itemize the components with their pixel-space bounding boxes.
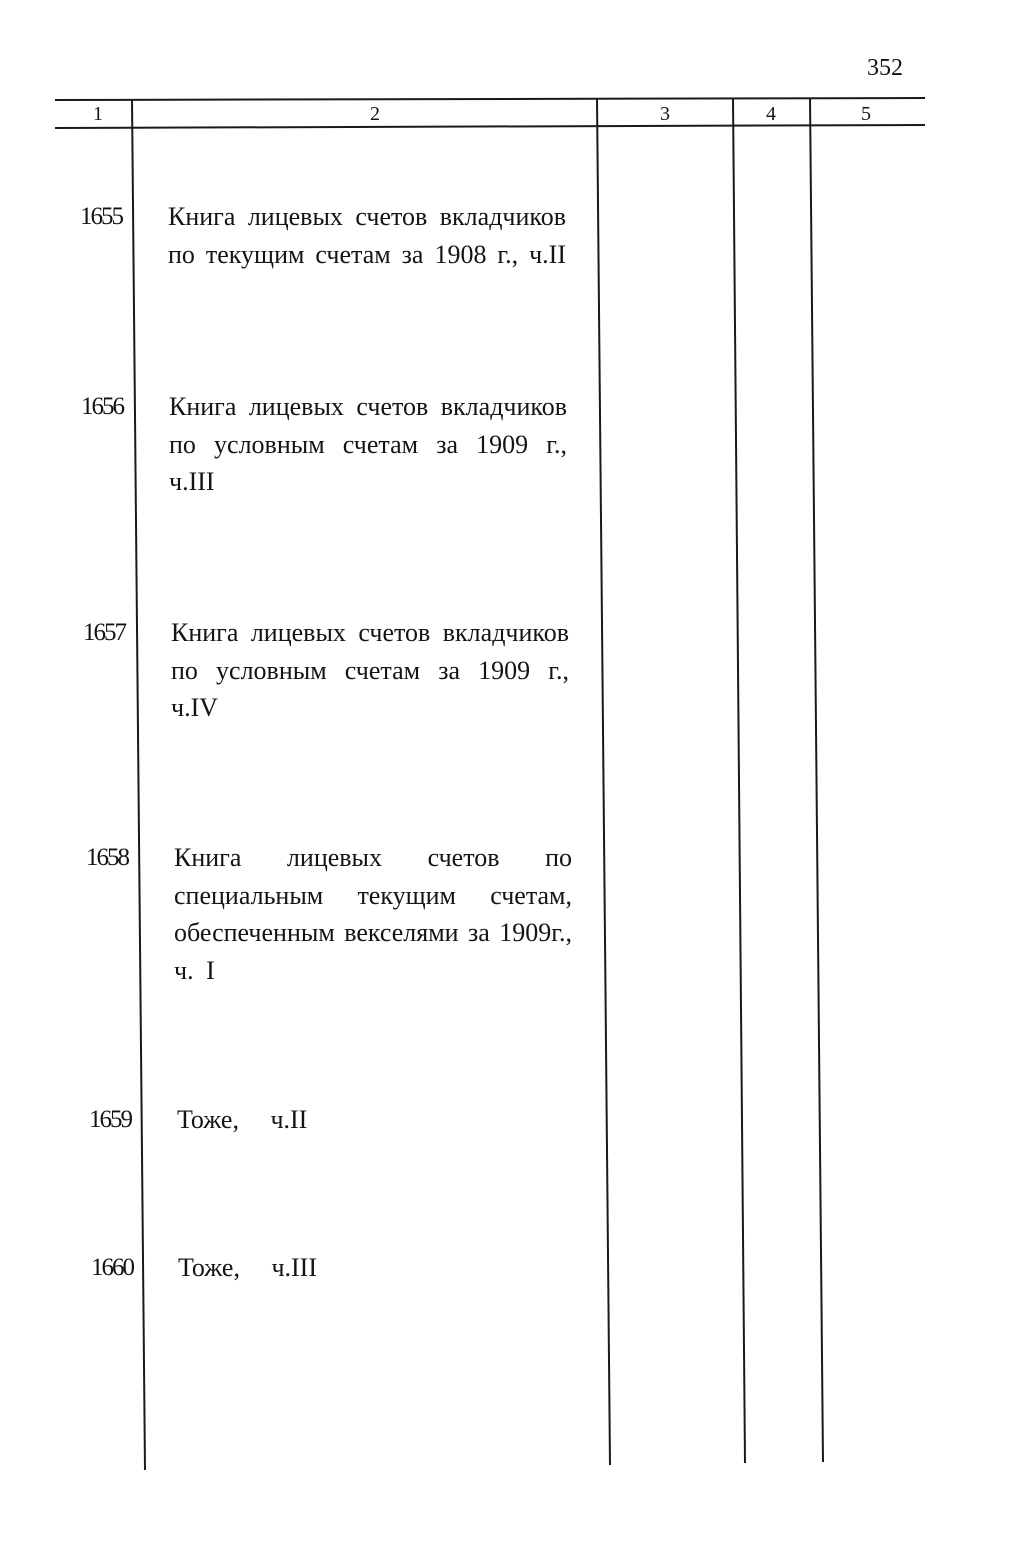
entry-description	[177, 1101, 575, 1139]
entry-description-line: по условным счетам за 1909 г.,	[169, 429, 567, 459]
entry-description-line: Тоже, ч.III	[178, 1253, 317, 1282]
column-rule-3-4	[733, 99, 745, 1463]
entry-description-line: специальным текущим счетам,	[174, 880, 572, 910]
entry-description-line: обеспеченным векселями за 1909г.,	[174, 918, 572, 948]
entry-description-line: ч. I	[174, 956, 215, 986]
entry-description-line: по текущим счетам за 1908 г., ч.II	[168, 239, 566, 269]
header-cell-5: 5	[861, 103, 871, 125]
entry-description	[171, 614, 569, 727]
entry-description	[168, 198, 566, 273]
entry-number: 1655	[80, 203, 122, 230]
entry-number: 1656	[81, 393, 123, 420]
entry-description-line: Книга лицевых счетов по	[174, 843, 572, 872]
entry-number: 1659	[89, 1106, 131, 1133]
entry-description	[178, 1249, 576, 1287]
entry-description-line: Тоже, ч.II	[177, 1105, 308, 1134]
column-rule-4-5	[810, 98, 823, 1462]
header-cell-2: 2	[370, 103, 380, 125]
column-rule-2-3	[597, 99, 610, 1465]
entry-description-line: по условным счетам за 1909 г.,	[171, 655, 569, 685]
entry-description-line: Книга лицевых счетов вкладчиков	[169, 392, 567, 421]
header-cell-4: 4	[766, 103, 776, 125]
entry-description	[169, 388, 567, 501]
entry-description-line: Книга лицевых счетов вкладчиков	[168, 202, 566, 231]
column-rule-1-2	[132, 100, 145, 1470]
entry-number: 1657	[83, 619, 125, 646]
entry-description-line: ч.III	[169, 467, 215, 497]
entry-description	[174, 839, 572, 990]
header-top-rule	[55, 98, 925, 100]
header-bottom-rule	[55, 125, 925, 128]
header-cell-1: 1	[93, 103, 103, 125]
entry-number: 1660	[91, 1254, 133, 1281]
page-number: 352	[867, 55, 903, 81]
entry-number: 1658	[86, 844, 128, 871]
header-cell-3: 3	[660, 103, 670, 125]
entry-description-line: ч.IV	[171, 693, 219, 723]
entry-description-line: Книга лицевых счетов вкладчиков	[171, 618, 569, 647]
